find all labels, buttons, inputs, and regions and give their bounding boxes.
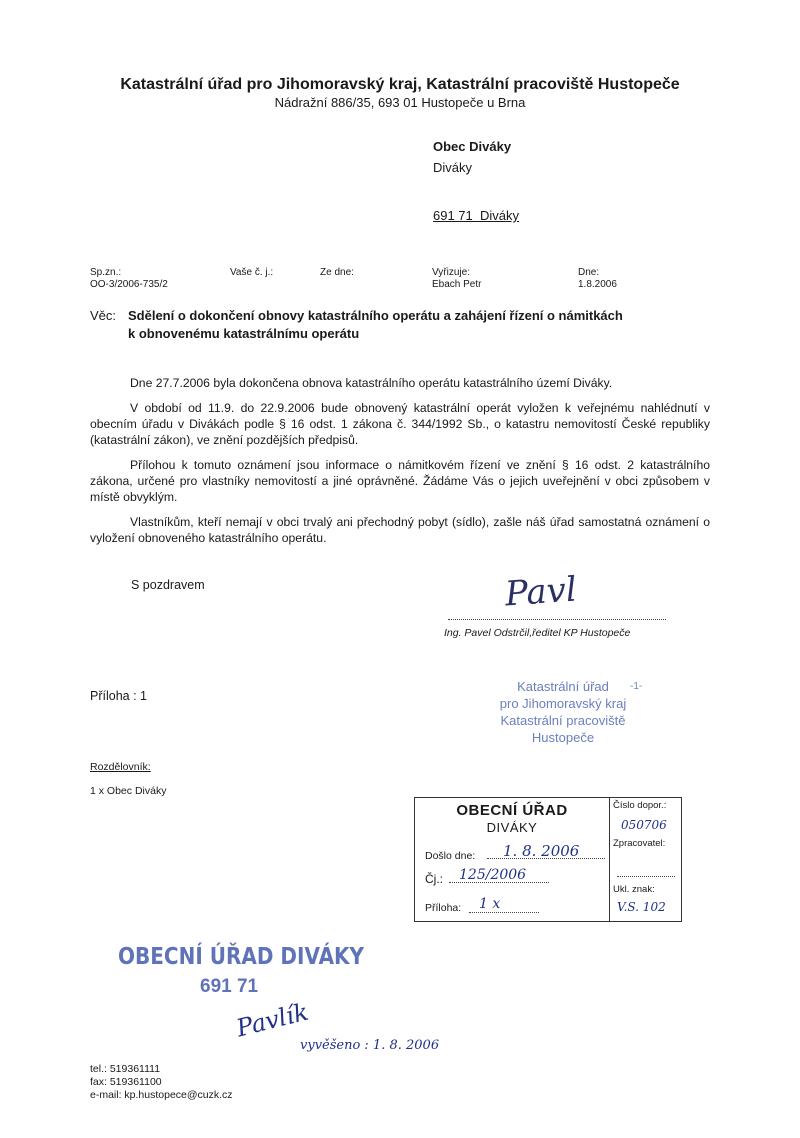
office-stamp-line-3: Katastrální pracoviště	[500, 713, 626, 728]
priloha-label: Příloha:	[425, 902, 462, 914]
signature-line	[448, 611, 666, 620]
contact-email: e-mail: kp.hustopece@cuzk.cz	[90, 1089, 233, 1101]
municipal-stamp-line-1: OBECNÍ ÚŘAD DIVÁKY	[118, 942, 365, 970]
office-address: Nádražní 886/35, 693 01 Hustopeče u Brna	[274, 95, 526, 110]
cj-label: Čj.:	[425, 872, 443, 886]
subject	[90, 307, 720, 343]
meta-vyrizuje-value: Ebach Petr	[432, 279, 482, 290]
meta-spzn-label: Sp.zn.:	[90, 267, 122, 278]
subject-line-2: k obnovenému katastrálnímu operátu	[128, 326, 360, 341]
cislo-value: 050706	[621, 818, 667, 832]
subject-line-1: Sdělení o dokončení obnovy katastrálního operátu a zahájení řízení o námitkách	[128, 308, 623, 323]
contact-fax: fax: 519361100	[90, 1076, 162, 1088]
meta-spzn-value: OO-3/2006-735/2	[90, 279, 168, 290]
municipal-stamp-line-2: 691 71	[200, 976, 259, 997]
distribution-label: Rozdělovník:	[90, 761, 151, 773]
page-mark: -1-	[630, 681, 643, 692]
meta-dne	[578, 267, 617, 291]
recipient-city: Diváky	[433, 160, 473, 175]
body-paragraph-4: Vlastníkům, kteří nemají v obci trvalý ani přechodný pobyt (sídlo), zašle náš úřad samostatná oznámení o vyložení obnoveného katastrálního operátu.	[90, 515, 710, 545]
meta-spzn	[90, 267, 168, 291]
meta-dne-label: Dne:	[578, 267, 600, 278]
zpracovatel-label: Zpracovatel:	[613, 838, 666, 849]
office-stamp-line-1: Katastrální úřad	[517, 679, 609, 694]
recipient-zip: 691 71 Diváky	[433, 208, 519, 223]
attachment-count: Příloha : 1	[90, 689, 147, 703]
recipient-name: Obec Diváky	[433, 139, 512, 154]
meta-vyrizuje-label: Vyřizuje:	[432, 267, 470, 278]
letter-body	[90, 375, 710, 555]
distribution-item: 1 x Obec Diváky	[90, 785, 167, 797]
cislo-label: Číslo dopor.:	[613, 800, 667, 811]
footer-contacts	[90, 1063, 233, 1102]
contact-phone: tel.: 519361111	[90, 1063, 161, 1075]
priloha-value: 1 x	[479, 896, 501, 912]
municipal-initials: Pavlík	[233, 997, 312, 1043]
received-stamp-subtitle: DIVÁKY	[486, 820, 538, 835]
meta-vase-cj-label: Vaše č. j.:	[230, 267, 274, 278]
subject-text	[128, 307, 708, 343]
posted-note: vyvěšeno : 1. 8. 2006	[300, 1038, 440, 1053]
priloha-line	[469, 912, 539, 913]
signature: Pavl	[503, 569, 579, 615]
ukl-value: V.S. 102	[617, 900, 666, 914]
received-stamp	[414, 797, 682, 922]
meta-dne-value: 1.8.2006	[578, 279, 617, 290]
doslo-label: Došlo dne:	[425, 850, 476, 862]
cj-value: 125/2006	[459, 867, 527, 883]
meta-ze-dne-label: Ze dne:	[320, 267, 354, 278]
doslo-value: 1. 8. 2006	[503, 842, 580, 860]
zpracovatel-line	[617, 876, 675, 877]
office-title: Katastrální úřad pro Jihomoravský kraj, Katastrální pracoviště Hustopeče	[120, 76, 680, 93]
ukl-label: Ukl. znak:	[613, 884, 655, 895]
closing: S pozdravem	[131, 578, 205, 592]
signer-name: Ing. Pavel Odstrčil,ředitel KP Hustopeče	[444, 627, 631, 639]
meta-vyrizuje	[432, 267, 481, 291]
body-paragraph-2: V období od 11.9. do 22.9.2006 bude obnovený katastrální operát vyložen k veřejnému nahlédnutí v obecním úřadu v Divákách podle § 16 odst. 1 zákona č. 344/1992 Sb., o katastru nemovitostí České republiky (katastrální zákon), ve znění pozdějších předpisů.	[90, 401, 710, 447]
office-stamp-line-4: Hustopeče	[531, 730, 595, 745]
office-stamp	[488, 678, 638, 746]
body-paragraph-1: Dne 27.7.2006 byla dokončena obnova katastrálního operátu katastrálního území Diváky.	[130, 376, 613, 390]
body-paragraph-3: Přílohou k tomuto oznámení jsou informace o námitkovém řízení ve znění § 16 odst. 2 katastrálního zákona, určené pro vlastníky nemovitostí a jiné oprávněné. Žádáme Vás o jejich uveřejnění v obci způsobem v místě obvyklým.	[90, 458, 710, 504]
subject-label: Věc:	[90, 308, 117, 323]
received-stamp-divider	[609, 798, 610, 921]
received-stamp-title: OBECNÍ ÚŘAD	[456, 802, 568, 819]
office-stamp-line-2: pro Jihomoravský kraj	[499, 696, 627, 711]
